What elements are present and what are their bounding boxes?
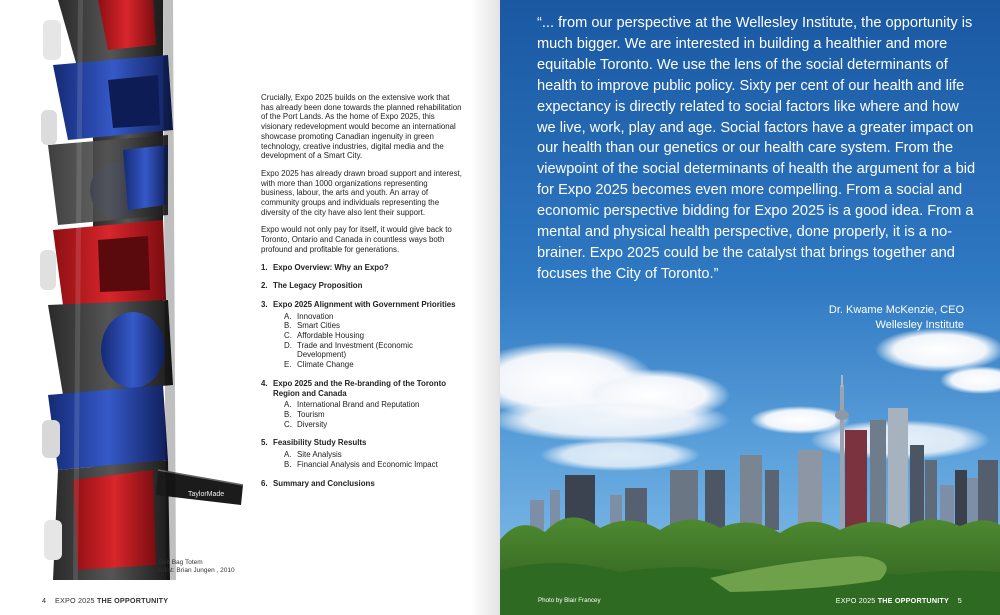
- toc-sub-text: Tourism: [297, 409, 325, 419]
- bag-brand-text: TaylorMade: [188, 491, 225, 498]
- toc-subitem: [273, 312, 463, 322]
- caption-artist: Artist: Brian Jungen , 2010: [158, 567, 235, 574]
- toc-sublist: [273, 400, 463, 429]
- right-page-footer: [836, 596, 962, 605]
- table-of-contents: [261, 263, 463, 489]
- body-text-column: [261, 93, 463, 497]
- toc-sub-letter: B.: [284, 409, 292, 419]
- toc-subitem: [273, 400, 463, 410]
- toc-subitem: [273, 360, 463, 370]
- toc-item: [261, 281, 463, 291]
- toc-item: [261, 300, 463, 370]
- toc-sub-text: Site Analysis: [297, 450, 342, 460]
- toc-sub-letter: B.: [284, 321, 292, 331]
- toc-subitem: [273, 460, 463, 470]
- footer-expo: EXPO 2025: [835, 596, 876, 605]
- quote-text: “... from our perspective at the Wellesley Institute, the opportunity is much bigger. We are interested in building a healthier and more equitable Toronto. We use the lens of the social determinants of health to improve public policy. Sixty per cent of our health and life expectancy is directly related to social factors like where and how we live, work, play and age. Social factors have a greater impact on our health than our genetics or our health care system. From the viewpoint of the social determinants of health the argument for a bid for Expo 2025 becomes even more compelling. From a social and economic perspective bidding for Expo 2025 is a good idea. From a mental and physical health perspective, done properly, it is a no-brainer. Expo 2025 could be the catalyst that brings together and focuses the City of Toronto.”: [537, 15, 976, 282]
- toc-sub-text: Innovation: [297, 311, 334, 321]
- toc-item: [261, 438, 463, 469]
- toc-sub-letter: A.: [284, 311, 292, 321]
- toc-number: 4.: [261, 378, 268, 388]
- caption-title: Golf Bag Totem: [158, 559, 203, 566]
- toc-number: 6.: [261, 478, 268, 488]
- right-page: [500, 0, 1000, 615]
- photo-caption: [158, 559, 235, 575]
- photo-credit: Photo by Blair Francey: [538, 597, 601, 604]
- footer-expo: EXPO 2025: [55, 596, 95, 605]
- toc-sub-letter: D.: [284, 340, 292, 350]
- toc-sub-letter: E.: [284, 360, 292, 370]
- toc-number: 2.: [261, 281, 268, 291]
- toc-number: 5.: [261, 438, 268, 448]
- toc-sub-letter: C.: [284, 419, 292, 429]
- toc-sub-text: Diversity: [297, 419, 328, 429]
- page-number: 4: [42, 596, 47, 605]
- toc-title: Feasibility Study Results: [273, 438, 367, 448]
- toc-title: The Legacy Proposition: [273, 281, 363, 291]
- toc-title: Expo 2025 and the Re-branding of the Toronto Region and Canada: [273, 378, 447, 398]
- page-number: 5: [957, 596, 962, 605]
- toc-sub-text: Financial Analysis and Economic Impact: [297, 459, 438, 469]
- footer-title: THE OPPORTUNITY: [96, 596, 169, 605]
- attribution-org: Wellesley Institute: [875, 319, 964, 331]
- toc-subitem: [273, 410, 463, 420]
- toc-title: Expo Overview: Why an Expo?: [273, 262, 389, 272]
- body-paragraph: Expo would not only pay for itself, it would give back to Toronto, Ontario and Canada in countless ways both profound and profitable for generations.: [261, 225, 452, 254]
- footer-title: THE OPPORTUNITY: [877, 596, 949, 605]
- toc-sublist: [273, 450, 463, 469]
- toc-sub-letter: A.: [284, 450, 292, 460]
- quote-attribution: [829, 303, 964, 333]
- toc-title: Summary and Conclusions: [273, 478, 375, 488]
- toc-sub-letter: B.: [284, 459, 292, 469]
- toc-sub-text: Climate Change: [297, 360, 354, 370]
- toc-sub-letter: A.: [284, 400, 292, 410]
- toc-number: 3.: [261, 299, 268, 309]
- toc-sub-text: Affordable Housing: [297, 331, 364, 341]
- toc-item: [261, 379, 463, 430]
- attribution-name: Dr. Kwame McKenzie, CEO: [828, 304, 964, 316]
- toc-subitem: [273, 321, 463, 331]
- toc-sublist: [273, 312, 463, 370]
- toc-subitem: [273, 450, 463, 460]
- golf-bag-totem-photo: [38, 0, 253, 582]
- toc-sub-letter: C.: [284, 331, 292, 341]
- toc-item: [261, 479, 463, 489]
- toc-number: 1.: [261, 262, 268, 272]
- left-page-footer: [42, 596, 168, 605]
- toc-subitem: [273, 420, 463, 430]
- toc-subitem: [273, 331, 463, 341]
- toc-subitem: [273, 341, 463, 360]
- toc-sub-text: Trade and Investment (Economic Development): [297, 340, 413, 360]
- body-paragraph: Expo 2025 has already drawn broad support and interest, with more than 1000 organizations representing business, labour, the arts and youth. An array of community groups and individuals representing the diversity of the city have also lent their support.: [261, 168, 462, 217]
- body-paragraph: Crucially, Expo 2025 builds on the extensive work that has already been done towards the planned rehabilitation of the Port Lands. As the home of Expo 2025, this visionary redevelopment would become an international showcase promoting Canadian ingenuity in green technology, creative industries, digital media and the development of a Smart City.: [261, 93, 462, 161]
- toc-sub-text: Smart Cities: [297, 321, 340, 331]
- toc-sub-text: International Brand and Reputation: [297, 400, 420, 410]
- toc-item: [261, 263, 463, 273]
- toc-title: Expo 2025 Alignment with Government Priorities: [273, 299, 456, 309]
